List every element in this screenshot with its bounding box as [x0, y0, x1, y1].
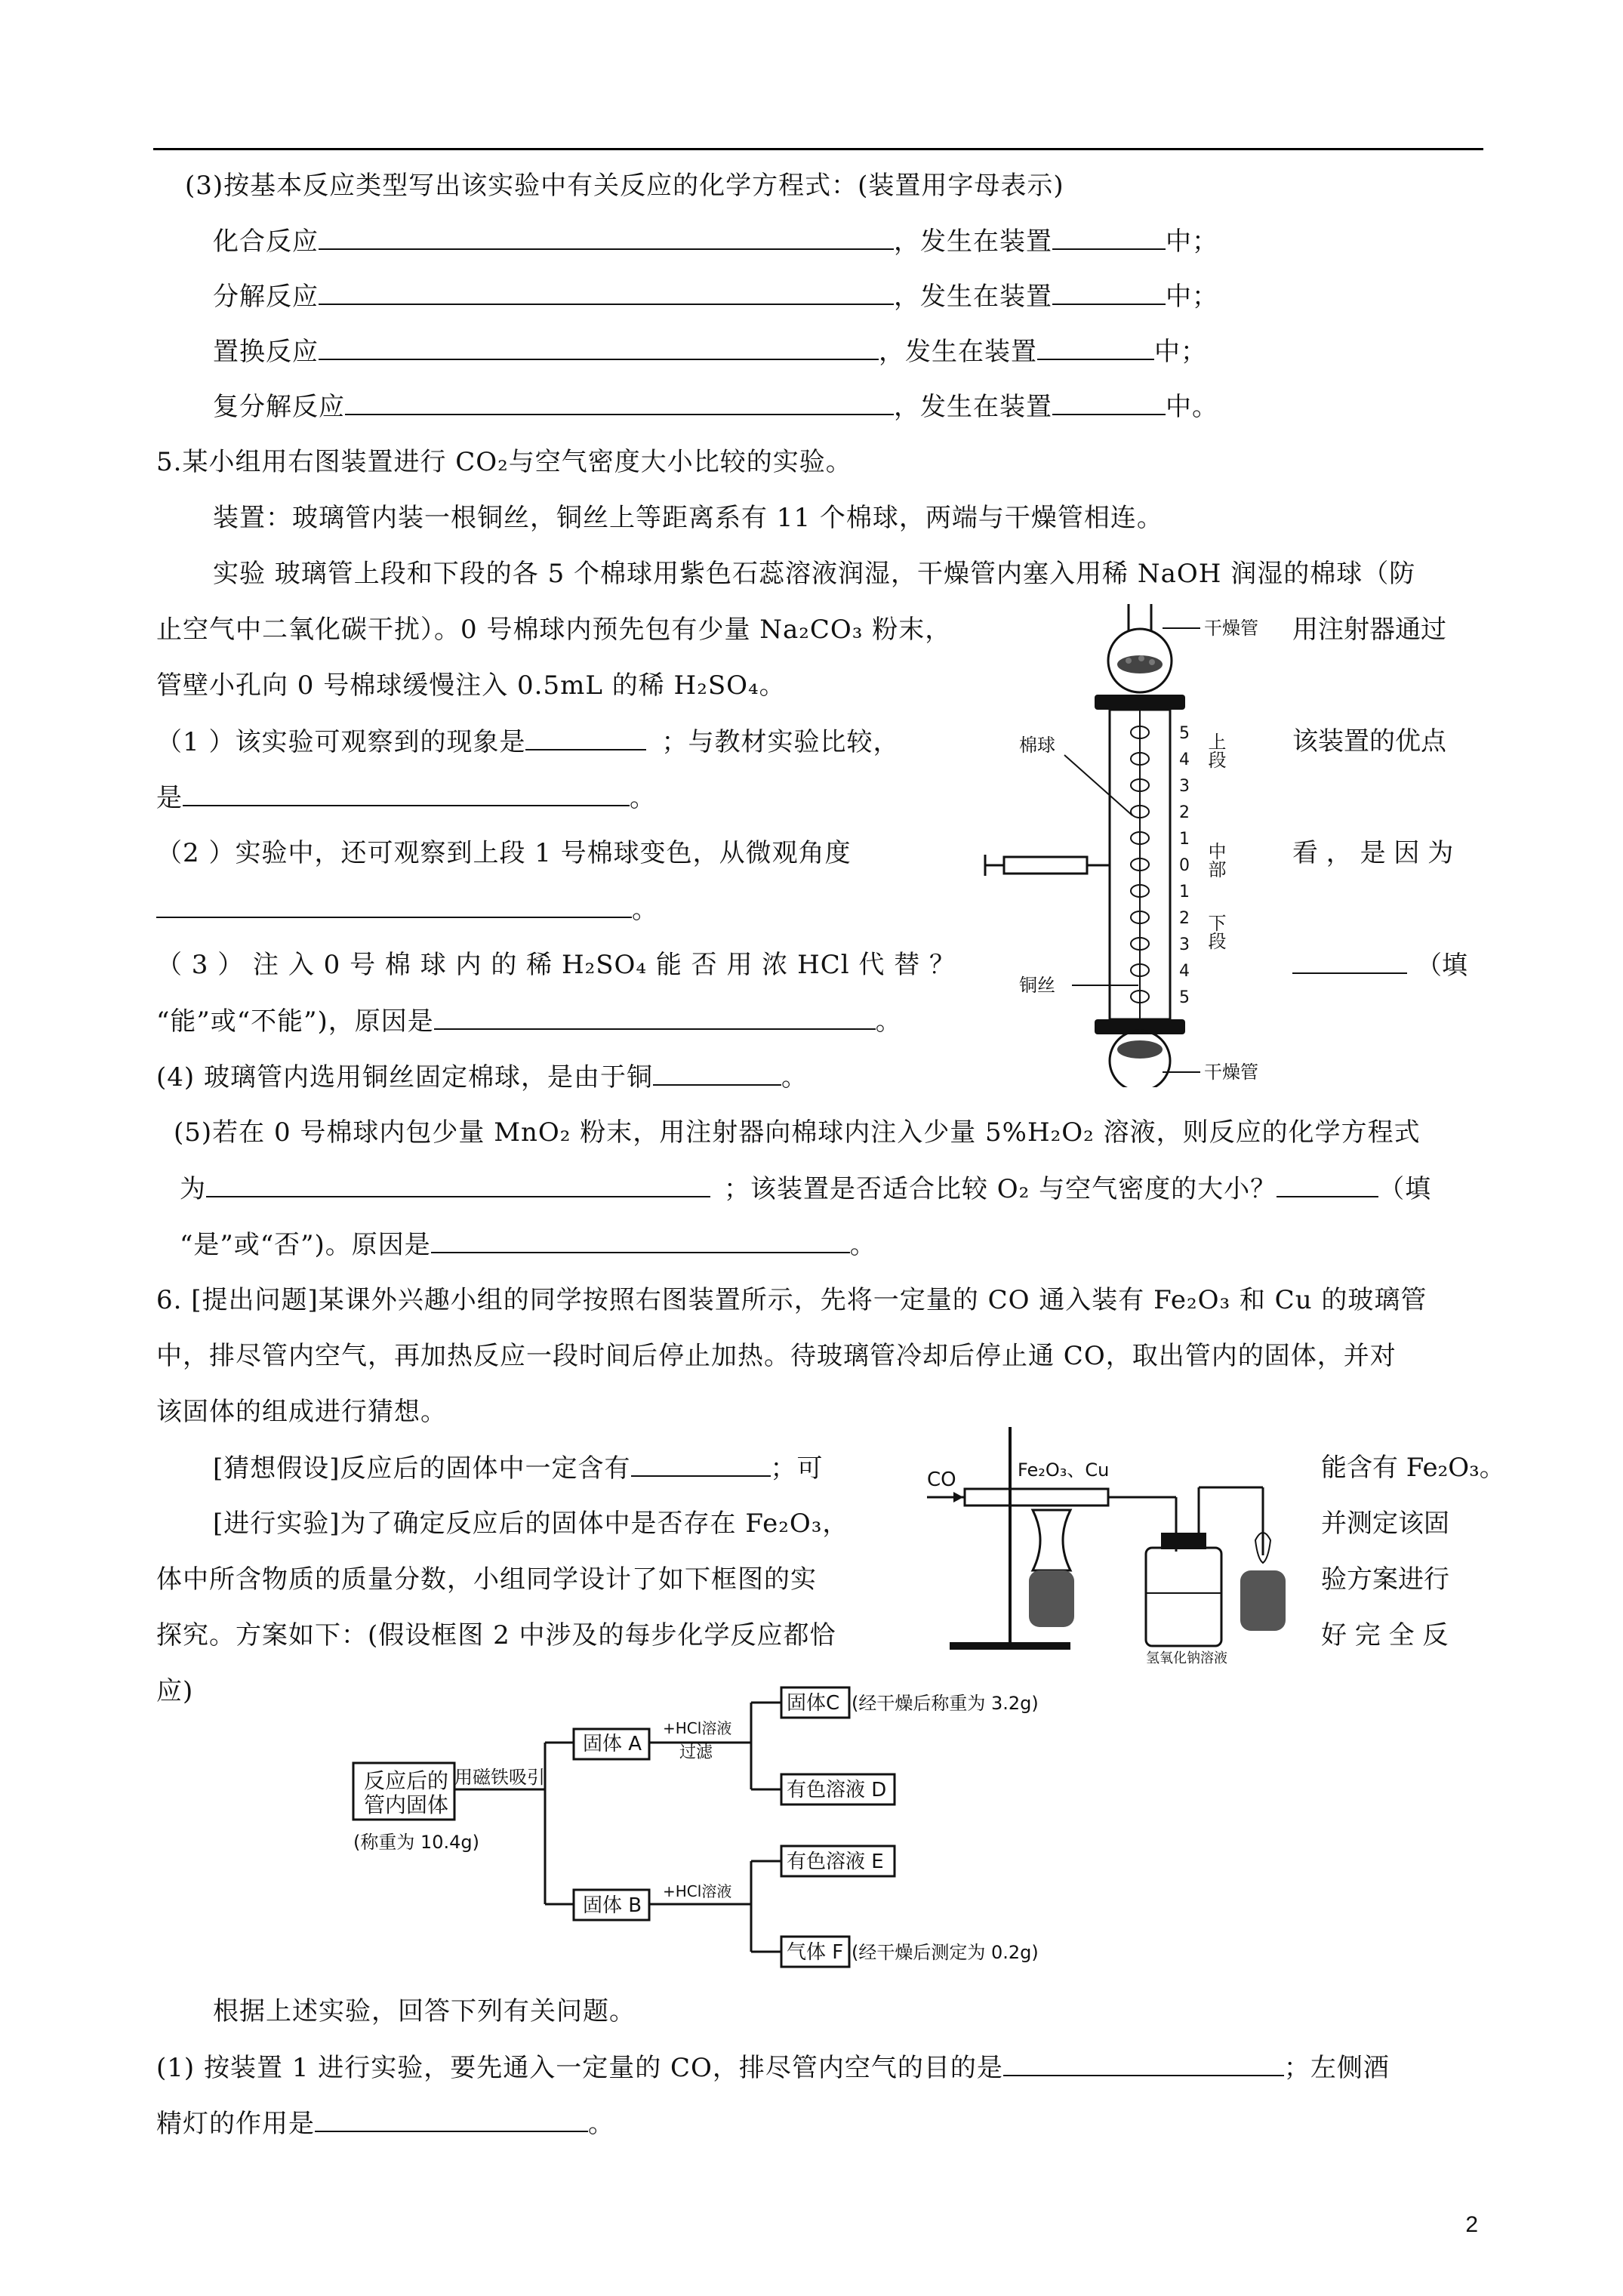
- svg-text:5: 5: [1179, 988, 1190, 1007]
- svg-text:1: 1: [1179, 883, 1190, 901]
- flow-hcl-filter-1: +HCl溶液: [663, 1719, 732, 1737]
- q5-part3-reason: “能”或“不能”)，原因是 。: [156, 1003, 902, 1040]
- q6-experiment-line1: [进行实验]为了确定反应后的固体中是否存在 Fe₂O₃，: [213, 1509, 849, 1539]
- q4-row-double-displacement: 复分解反应 ，发生在装置 中。: [213, 388, 1218, 425]
- q4-row-displacement: 置换反应 ，发生在装置 中；: [213, 333, 1207, 370]
- svg-text:2: 2: [1179, 909, 1190, 928]
- flow-solid-b: 固体 B: [583, 1894, 642, 1917]
- label-copper: 铜丝: [1019, 975, 1055, 996]
- q6-hypothesis: [猜想假设]反应后的固体中一定含有 ；可: [213, 1450, 824, 1487]
- q4-row-decomposition: 分解反应 ，发生在装置 中；: [213, 278, 1218, 315]
- label-naoh: 氢氧化钠溶液: [1146, 1650, 1227, 1666]
- flow-start-label-2: 管内固体: [364, 1792, 449, 1817]
- q5-apparatus-figure: [974, 589, 1291, 1087]
- q5-part2-right: 看 ， 是 因 为: [1292, 838, 1454, 868]
- q5-part4: (4) 玻璃管内选用铜丝固定棉球，是由于铜 。: [156, 1059, 808, 1096]
- svg-text:3: 3: [1179, 935, 1190, 954]
- q6-hypothesis-right: 能含有 Fe₂O₃。: [1321, 1453, 1505, 1483]
- bottom-stopper: [1095, 1019, 1185, 1034]
- svg-text:3: 3: [1179, 777, 1190, 796]
- q5-part3: （ 3 ） 注 入 0 号 棉 球 内 的 稀 H₂SO₄ 能 否 用 浓 HCl 代 替 ？: [156, 950, 956, 980]
- flow-start-label-1: 反应后的: [364, 1768, 449, 1793]
- q5-part1: （1 ）该实验可观察到的现象是 ；与教材实验比较，: [156, 723, 899, 760]
- q5-part5-reason: “是”或“否”)。原因是 。: [180, 1226, 876, 1263]
- q6-question1-cont: 精灯的作用是 。: [156, 2105, 614, 2142]
- svg-text:1: 1: [1179, 830, 1190, 849]
- q6-intro-line3: 该固体的组成进行猜想。: [156, 1397, 447, 1427]
- label-bottom-dryer: 干燥管: [1204, 1062, 1258, 1083]
- label-upper-section: 上段: [1205, 732, 1226, 769]
- label-reagents: Fe₂O₃、Cu: [1018, 1459, 1110, 1481]
- svg-text:4: 4: [1179, 750, 1190, 769]
- flow-hcl-filter-2: 过滤: [679, 1743, 713, 1762]
- q6-experiment-line1-right: 并测定该固: [1321, 1509, 1449, 1539]
- q5-experiment-line2-right: 用注射器通过: [1292, 615, 1446, 645]
- flow-hcl-2: +HCl溶液: [663, 1882, 732, 1900]
- page-number: 2: [1465, 2212, 1478, 2237]
- q5-part5: (5)若在 0 号棉球内包少量 MnO₂ 粉末，用注射器向棉球内注入少量 5%H₂O₂ 溶液，则反应的化学方程式: [174, 1117, 1421, 1148]
- q6-experiment-line2: 体中所含物质的质量分数，小组同学设计了如下框图的实: [156, 1564, 817, 1595]
- top-drying-tube: [1108, 604, 1172, 692]
- q5-experiment-line3: 管壁小孔向 0 号棉球缓慢注入 0.5mL 的稀 H₂SO₄。: [156, 670, 786, 701]
- q5-part1-answer: 是 。: [156, 779, 656, 816]
- header-rule: [153, 148, 1483, 150]
- q6-experiment-line3-right: 好 完 全 反: [1321, 1620, 1449, 1650]
- q5-experiment-line1: 实验 玻璃管上段和下段的各 5 个棉球用紫色石蕊溶液润湿，干燥管内塞入用稀 NaOH 润湿的棉球（防: [213, 559, 1416, 589]
- top-stopper: [1095, 695, 1185, 710]
- label-middle: 中部: [1205, 842, 1226, 878]
- q6-intro-line2: 中，排尽管内空气，再加热反应一段时间后停止加热。待玻璃管冷却后停止通 CO，取出管内的固体，并对: [156, 1341, 1397, 1371]
- syringe: [985, 855, 1110, 876]
- q6-experiment-line2-right: 验方案进行: [1321, 1564, 1449, 1595]
- q5-part1-right: 该装置的优点: [1292, 726, 1446, 757]
- label-cotton: 棉球: [1019, 735, 1055, 756]
- flow-gas-f: 气体 F: [787, 1941, 844, 1964]
- q5-part2: （2 ）实验中，还可观察到上段 1 号棉球变色，从微观角度: [156, 838, 852, 868]
- q5-experiment-line2: 止空气中二氧化碳干扰）。0 号棉球内预先包有少量 Na₂CO₃ 粉末，: [156, 615, 952, 645]
- ball-numbers: [1179, 724, 1190, 1007]
- q6-answer-intro: 根据上述实验，回答下列有关问题。: [213, 1996, 636, 2026]
- flow-magnet: 用磁铁吸引: [454, 1767, 545, 1788]
- flow-solid-c: 固体C: [787, 1692, 840, 1715]
- label-co: CO: [927, 1469, 956, 1491]
- q4-row-combination: 化合反应 ，发生在装置 中；: [213, 223, 1218, 260]
- flow-solid-a: 固体 A: [583, 1733, 642, 1755]
- svg-text:5: 5: [1179, 724, 1190, 743]
- svg-text:0: 0: [1179, 856, 1190, 875]
- flow-start-weight: (称重为 10.4g): [353, 1832, 480, 1853]
- q4-part3: (3)按基本反应类型写出该实验中有关反应的化学方程式：(装置用字母表示): [185, 171, 1064, 201]
- q5-part2-answer: 。: [156, 891, 658, 928]
- q6-question1: (1) 按装置 1 进行实验，要先通入一定量的 CO，排尽管内空气的目的是 ；左侧酒: [156, 2049, 1390, 2086]
- flow-solution-d: 有色溶液 D: [787, 1779, 887, 1801]
- svg-text:2: 2: [1179, 803, 1190, 822]
- q6-flowchart: [347, 1676, 1102, 1978]
- q6-experiment-line4: 应): [156, 1676, 194, 1706]
- q6-apparatus-figure: [919, 1419, 1297, 1669]
- bottom-drying-tube: [1110, 1031, 1170, 1087]
- q5-part5-equation: 为 ；该装置是否适合比较 O₂ 与空气密度的大小？ （填: [180, 1170, 1431, 1207]
- q6-intro-line1: 6. [提出问题]某课外兴趣小组的同学按照右图装置所示，先将一定量的 CO 通入装有 Fe₂O₃ 和 Cu 的玻璃管: [156, 1285, 1427, 1315]
- q5-intro: 5.某小组用右图装置进行 CO₂与空气密度大小比较的实验。: [156, 447, 852, 477]
- flow-solution-e: 有色溶液 E: [787, 1851, 884, 1873]
- svg-text:4: 4: [1179, 962, 1190, 981]
- q6-experiment-line3: 探究。方案如下：(假设框图 2 中涉及的每步化学反应都恰: [156, 1620, 836, 1650]
- flow-solid-c-note: (经干燥后称重为 3.2g): [852, 1693, 1039, 1714]
- label-lower-section: 下段: [1205, 914, 1226, 950]
- q5-device: 装置：玻璃管内装一根铜丝，铜丝上等距离系有 11 个棉球，两端与干燥管相连。: [213, 503, 1163, 533]
- q5-part3-right: （填: [1292, 947, 1467, 984]
- flow-gas-f-note: (经干燥后测定为 0.2g): [852, 1942, 1039, 1963]
- label-top-dryer: 干燥管: [1204, 618, 1258, 639]
